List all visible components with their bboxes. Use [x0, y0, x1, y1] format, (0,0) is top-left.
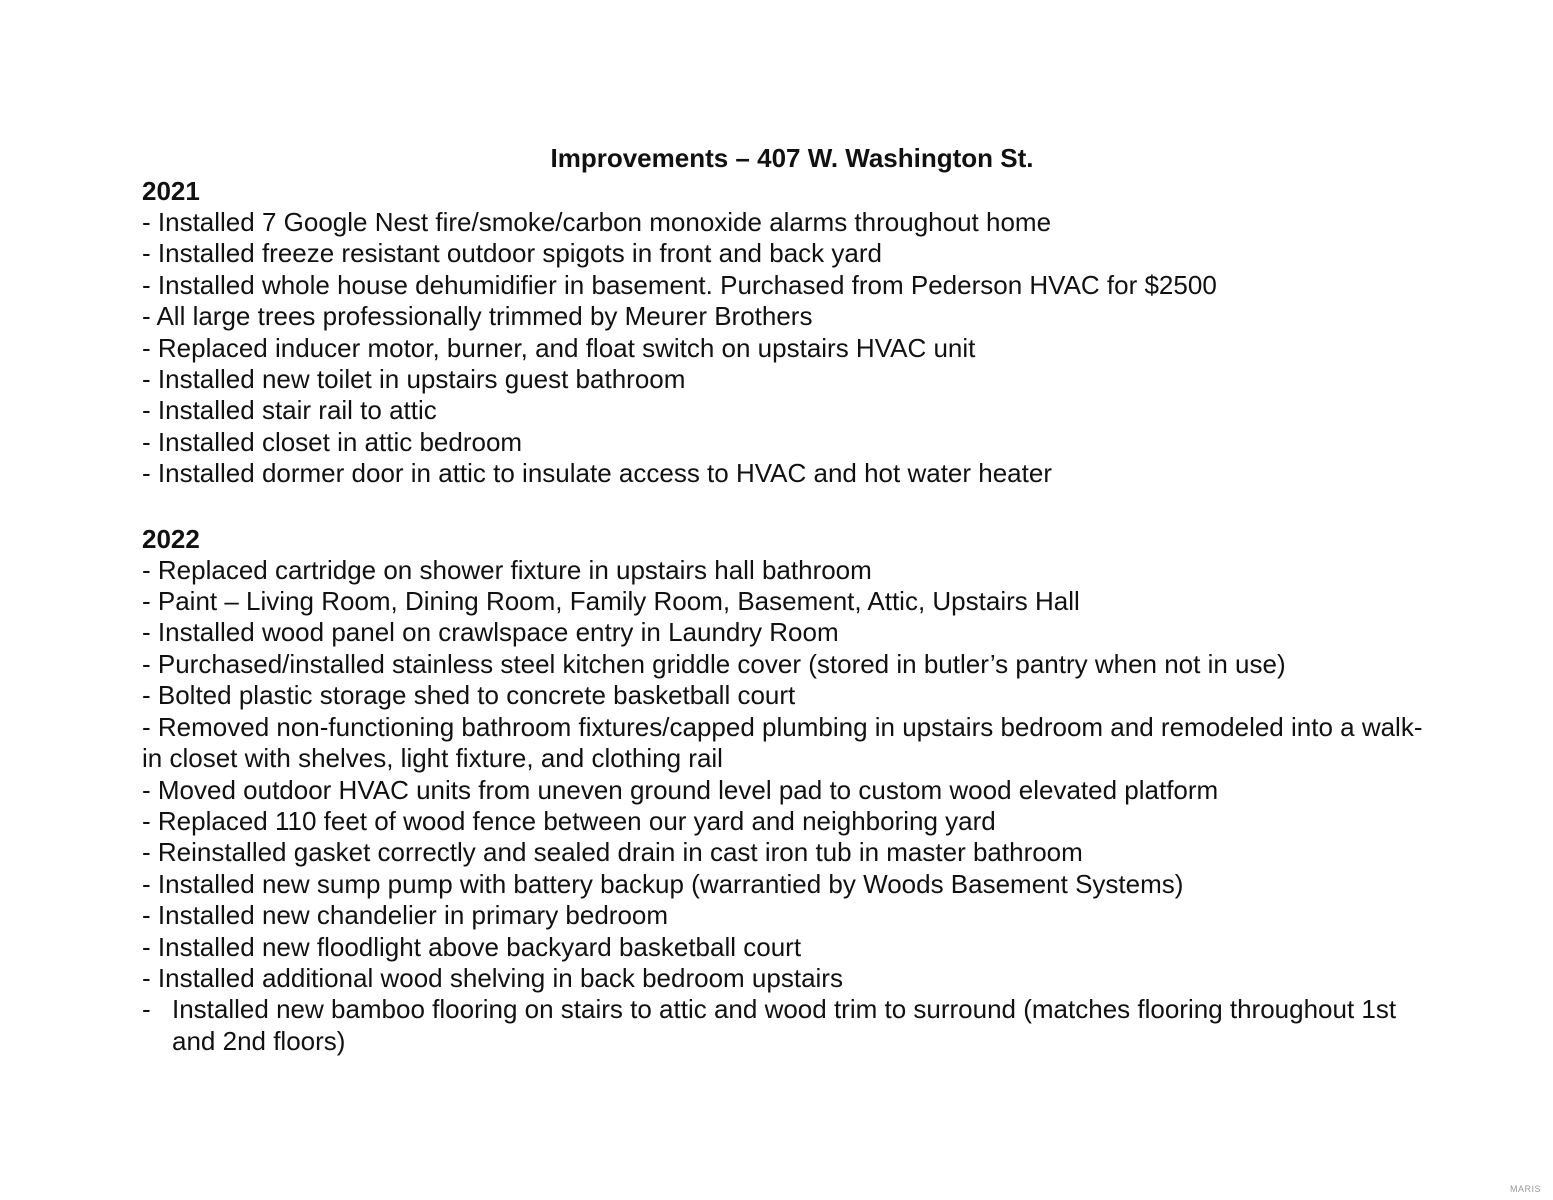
list-item: - Installed new chandelier in primary bedroom: [142, 900, 669, 931]
list-item: - Installed closet in attic bedroom: [142, 426, 523, 457]
year-heading-2022: 2022: [142, 523, 200, 554]
list-item: - Installed additional wood shelving in back bedroom upstairs: [142, 962, 843, 993]
section-spacer: [142, 490, 1432, 523]
list-item: - Installed 7 Google Nest fire/smoke/carbon monoxide alarms throughout home: [142, 207, 1052, 237]
list-item: - Removed non-functioning bathroom fixtures/capped plumbing in upstairs bedroom and remodeled into a walk-in closet with shelves, light fixture, and clothing rail: [142, 711, 1423, 774]
document-page: [142, 141, 1432, 1057]
list-item: - Bolted plastic storage shed to concrete basketball court: [142, 680, 796, 711]
list-item: - Reinstalled gasket correctly and sealed drain in cast iron tub in master bathroom: [142, 837, 1083, 868]
list-item: - Installed wood panel on crawlspace entry in Laundry Room: [142, 617, 839, 648]
list-item: - Installed new sump pump with battery backup (warrantied by Woods Basement Systems): [142, 868, 1184, 899]
list-item: - Replaced inducer motor, burner, and float switch on upstairs HVAC unit: [142, 332, 976, 363]
list-item: - Installed new toilet in upstairs guest bathroom: [142, 364, 686, 395]
list-item: - Paint – Living Room, Dining Room, Family Room, Basement, Attic, Upstairs Hall: [142, 586, 1080, 617]
list-item: - Replaced cartridge on shower fixture in upstairs hall bathroom: [142, 554, 872, 585]
year-heading-2021: 2021: [142, 176, 200, 206]
document-title: Improvements – 407 W. Washington St.: [550, 143, 1034, 173]
list-item-text: Installed new bamboo flooring on stairs to attic and wood trim to surround (matches flooring throughout 1st and 2nd floors): [172, 994, 1404, 1056]
list-item: - Installed whole house dehumidifier in basement. Purchased from Pederson HVAC for $2500: [142, 269, 1217, 300]
list-item: - Installed dormer door in attic to insulate access to HVAC and hot water heater: [142, 458, 1052, 489]
list-dash: -: [142, 994, 151, 1025]
list-item: - Installed stair rail to attic: [142, 395, 437, 426]
list-item-hanging: [142, 994, 1432, 1057]
list-item: - Moved outdoor HVAC units from uneven ground level pad to custom wood elevated platform: [142, 774, 1219, 805]
improvements-list-2022: [142, 555, 1432, 1058]
list-item: - All large trees professionally trimmed by Meurer Brothers: [142, 301, 813, 332]
list-item: - Replaced 110 feet of wood fence between our yard and neighboring yard: [142, 805, 996, 836]
improvements-list-2021: [142, 207, 1432, 490]
list-item: - Installed freeze resistant outdoor spigots in front and back yard: [142, 238, 882, 269]
watermark-label: MARIS: [1509, 1184, 1541, 1194]
list-item: - Purchased/installed stainless steel kitchen griddle cover (stored in butler’s pantry when not in use): [142, 648, 1286, 679]
list-item: - Installed new floodlight above backyard basketball court: [142, 931, 802, 962]
